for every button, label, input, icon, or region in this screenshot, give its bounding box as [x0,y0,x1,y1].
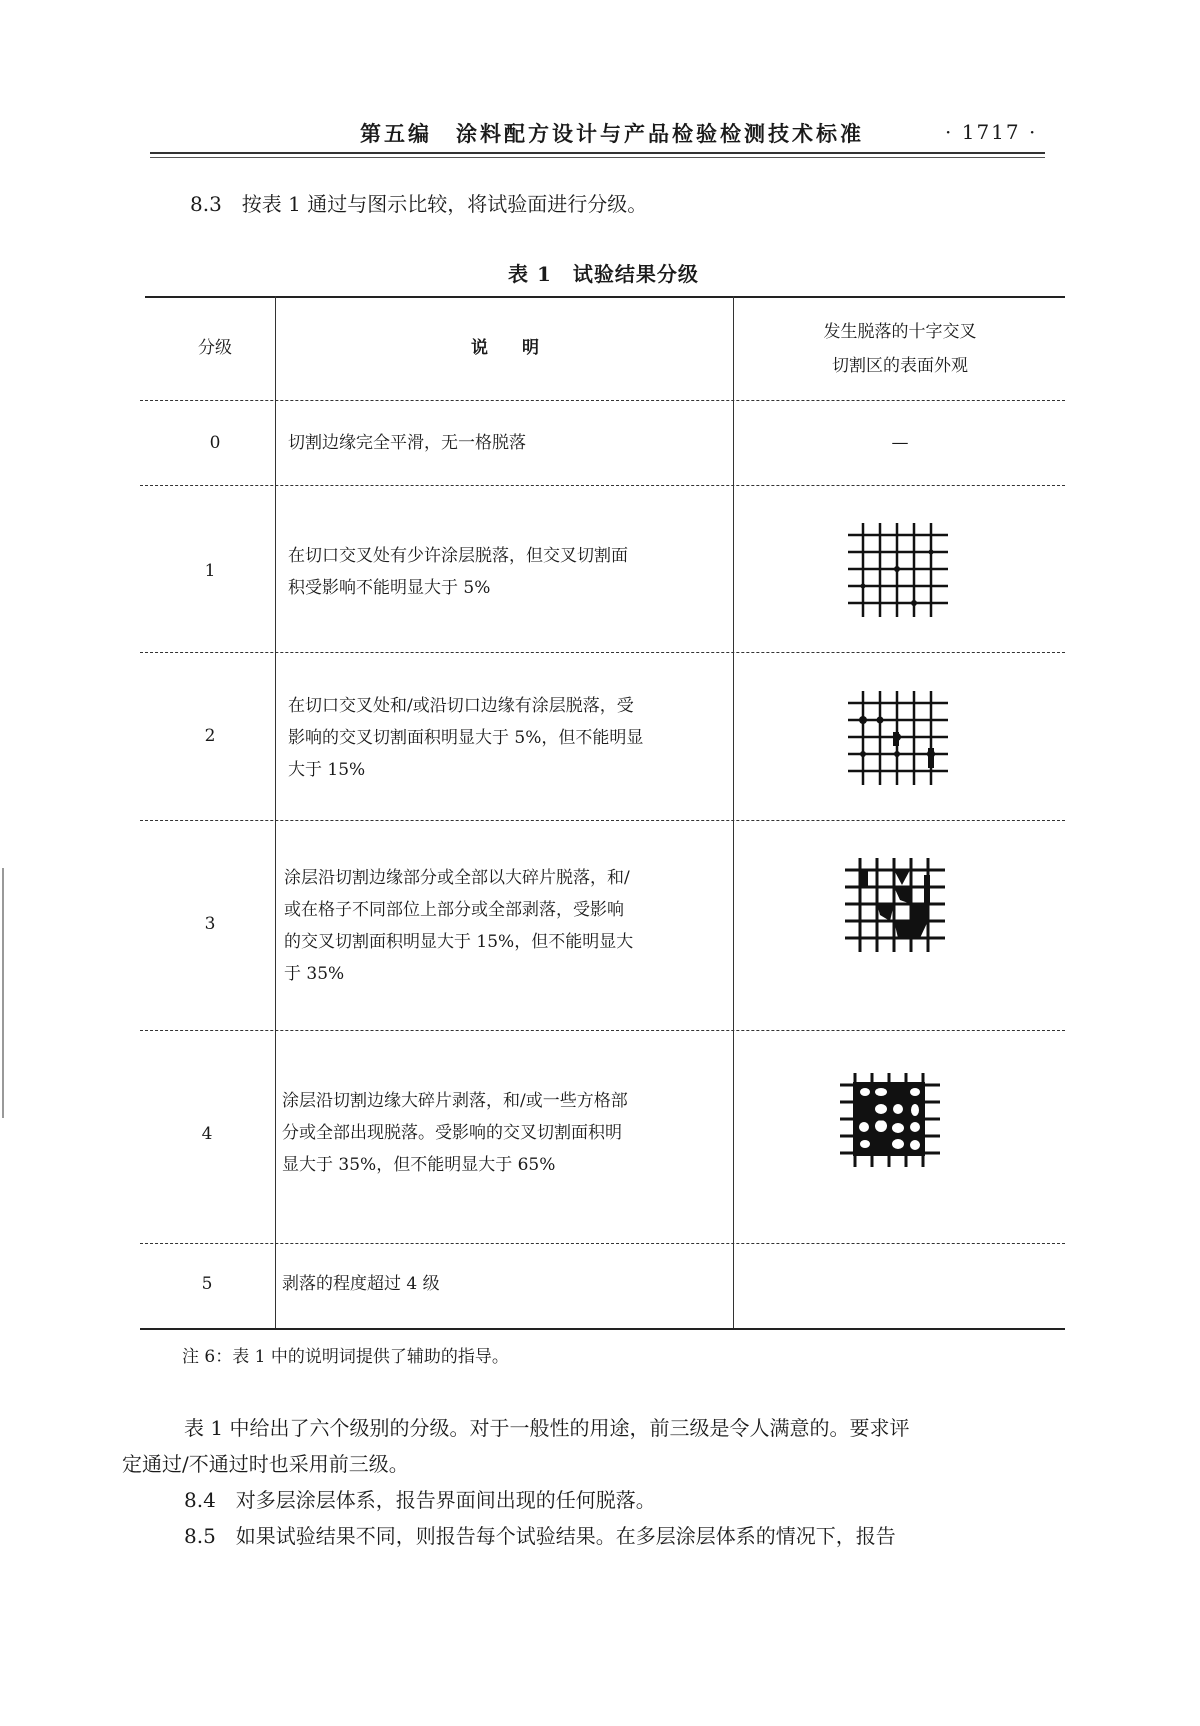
col-header-appearance-line1: 发生脱落的十字交叉 [823,322,977,342]
page-number: · 1717 · [945,120,1038,144]
description-1-line1: 在切口交叉处有少许涂层脱落，但交叉切割面 [288,546,628,566]
description-4-line3: 显大于 35%，但不能明显大于 65% [282,1155,556,1175]
table-bottom-rule [140,1328,1065,1330]
crosscut-grade-2-figure [843,688,953,788]
table-caption: 表 1 试验结果分级 [508,262,699,286]
description-0: 切割边缘完全平滑，无一格脱落 [288,433,526,453]
crosscut-grade-3-figure [840,855,950,955]
description-4-line1: 涂层沿切割边缘大碎片剥落，和/或一些方格部 [282,1091,628,1111]
col-header-appearance-line2: 切割区的表面外观 [832,356,968,376]
description-2-line2: 影响的交叉切割面积明显大于 5%，但不能明显 [288,728,644,748]
description-3-line4: 于 35% [284,964,345,984]
header-rule-thin [150,157,1045,158]
description-2-line1: 在切口交叉处和/或沿切口边缘有涂层脱落，受 [288,696,634,716]
row-divider [140,1030,1065,1031]
section-8-4: 8.4 对多层涂层体系，报告界面间出现的任何脱落。 [184,1488,656,1512]
appearance-0: — [891,433,909,453]
grade-0: 0 [209,433,221,453]
row-divider [140,820,1065,821]
section-8-5: 8.5 如果试验结果不同，则报告每个试验结果。在多层涂层体系的情况下，报告 [184,1524,896,1548]
grade-1: 1 [204,561,216,581]
grade-4: 4 [201,1124,213,1144]
row-divider [140,652,1065,653]
description-4-line2: 分或全部出现脱落。受影响的交叉切割面积明 [282,1123,622,1143]
description-1-line2: 积受影响不能明显大于 5% [288,578,491,598]
row-divider [140,485,1065,486]
grade-3: 3 [204,914,216,934]
description-3-line1: 涂层沿切割边缘部分或全部以大碎片脱落，和/ [284,868,630,888]
description-3-line2: 或在格子不同部位上部分或全部剥落，受影响 [284,900,624,920]
column-divider [275,296,276,1328]
row-divider [140,400,1065,401]
table-top-rule [145,296,1065,298]
col-header-description: 说 明 [471,338,539,358]
column-divider [733,296,734,1328]
section-8-3: 8.3 按表 1 通过与图示比较，将试验面进行分级。 [190,192,648,216]
crosscut-grade-1-figure [843,520,953,620]
header-rule [150,152,1045,154]
description-3-line3: 的交叉切割面积明显大于 15%，但不能明显大 [284,932,634,952]
grade-2: 2 [204,726,216,746]
scan-edge-mark [2,868,4,1118]
running-header-title: 第五编 涂料配方设计与产品检验检测技术标准 [360,121,864,146]
body-paragraph-1-line1: 表 1 中给出了六个级别的分级。对于一般性的用途，前三级是令人满意的。要求评 [184,1416,910,1440]
description-2-line3: 大于 15% [288,760,366,780]
row-divider [140,1243,1065,1244]
crosscut-grade-4-figure [835,1070,945,1170]
description-5: 剥落的程度超过 4 级 [282,1274,440,1294]
table-note: 注 6：表 1 中的说明词提供了辅助的指导。 [182,1347,509,1367]
col-header-grade: 分级 [198,338,232,358]
body-paragraph-1-line2: 定通过/不通过时也采用前三级。 [122,1452,409,1476]
grade-5: 5 [201,1274,213,1294]
